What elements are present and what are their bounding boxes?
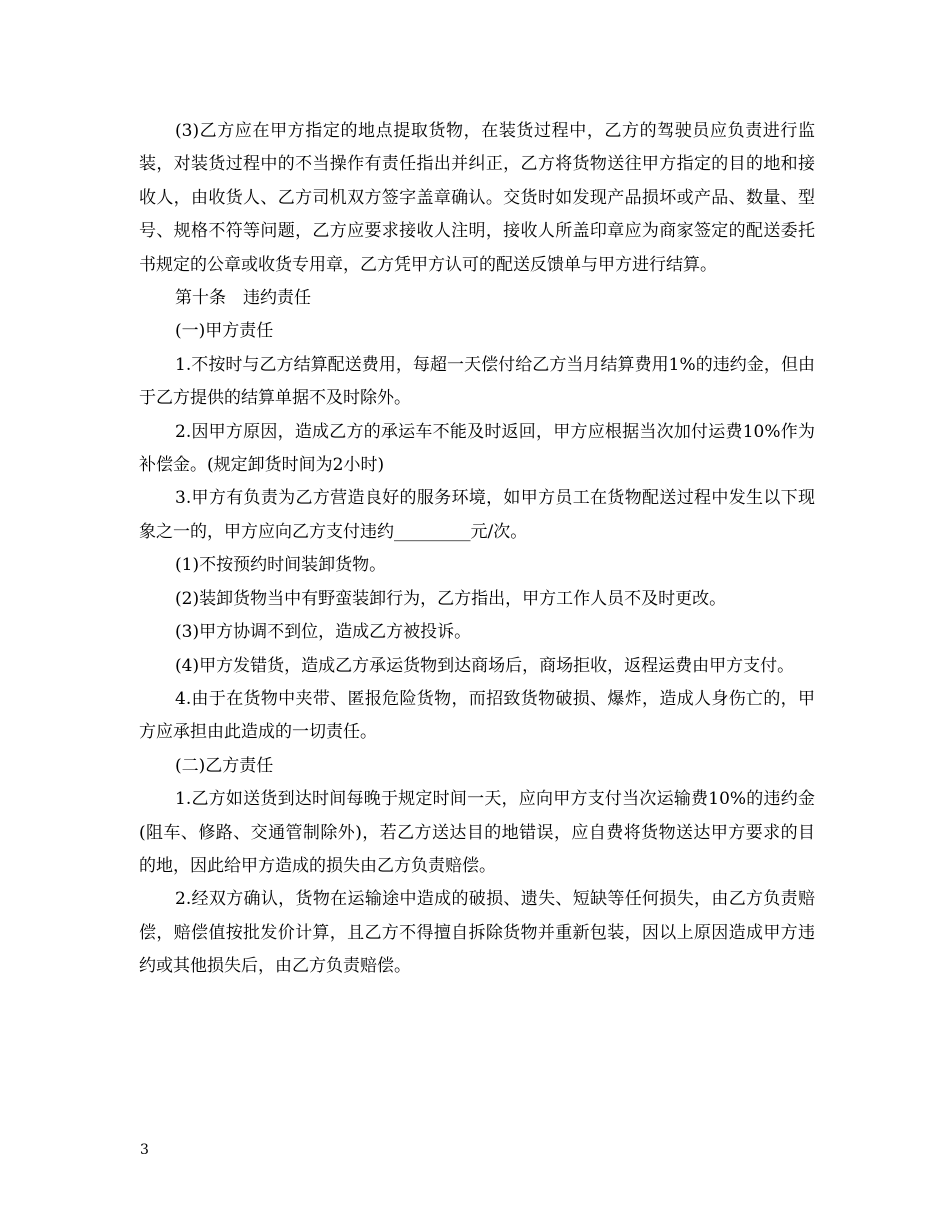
party-a-clause-4: 4.由于在货物中夹带、匿报危险货物，而招致货物破损、爆炸，造成人身伤亡的，甲方应承担由此造成的一切责任。 [139, 688, 815, 743]
party-a-clause-3-item-3: (3)甲方协调不到位，造成乙方被投诉。 [175, 622, 472, 643]
party-a-clause-1: 1.不按时与乙方结算配送费用，每超一天偿付给乙方当月结算费用1%的违约金，但由于乙方提供的结算单据不及时除外。 [139, 354, 815, 409]
article-10-heading: 第十条 违约责任 [175, 288, 311, 309]
party-b-clause-1: 1.乙方如送货到达时间每晚于规定时间一天，应向甲方支付当次运输费10%的违约金(阻车、修路、交通管制除外)，若乙方送达目的地错误，应自费将货物送达甲方要求的目的地，因此给甲方造成的损失由乙方负责赔偿。 [139, 789, 815, 876]
party-a-clause-3-item-1: (1)不按预约时间装卸货物。 [175, 555, 387, 576]
party-a-clause-3: 3.甲方有负责为乙方营造良好的服务环境，如甲方员工在货物配送过程中发生以下现象之一的，甲方应向乙方支付违约_________元/次。 [139, 488, 815, 542]
party-b-liability-heading: (二)乙方责任 [175, 755, 274, 776]
page-number: 3 [140, 1142, 149, 1158]
party-a-clause-3-item-2: (2)装卸货物当中有野蛮装卸行为，乙方指出，甲方工作人员不及时更改。 [175, 588, 727, 609]
document-body [139, 115, 815, 984]
party-a-clause-3-item-4: (4)甲方发错货，造成乙方承运货物到达商场后，商场拒收，返程运费由甲方支付。 [175, 655, 795, 676]
paragraph-loading-supervision: (3)乙方应在甲方指定的地点提取货物，在装货过程中，乙方的驾驶员应负责进行监装，对装货过程中的不当操作有责任指出并纠正，乙方将货物送往甲方指定的目的地和接收人，由收货人、乙方司机双方签字盖章确认。交货时如发现产品损坏或产品、数量、型号、规格不符等问题，乙方应要求接收人注明，接收人所盖印章应为商家签定的配送委托书规定的公章或收货专用章，乙方凭甲方认可的配送反馈单与甲方进行结算。 [139, 121, 815, 275]
party-a-clause-2: 2.因甲方原因，造成乙方的承运车不能及时返回，甲方应根据当次加付运费10%作为补偿金。(规定卸货时间为2小时) [139, 421, 815, 476]
party-a-liability-heading: (一)甲方责任 [175, 321, 274, 342]
party-b-clause-2: 2.经双方确认，货物在运输途中造成的破损、遗失、短缺等任何损失，由乙方负责赔偿，赔偿值按批发价计算，且乙方不得擅自拆除货物并重新包装，因以上原因造成甲方违约或其他损失后，由乙方负责赔偿。 [139, 889, 815, 977]
